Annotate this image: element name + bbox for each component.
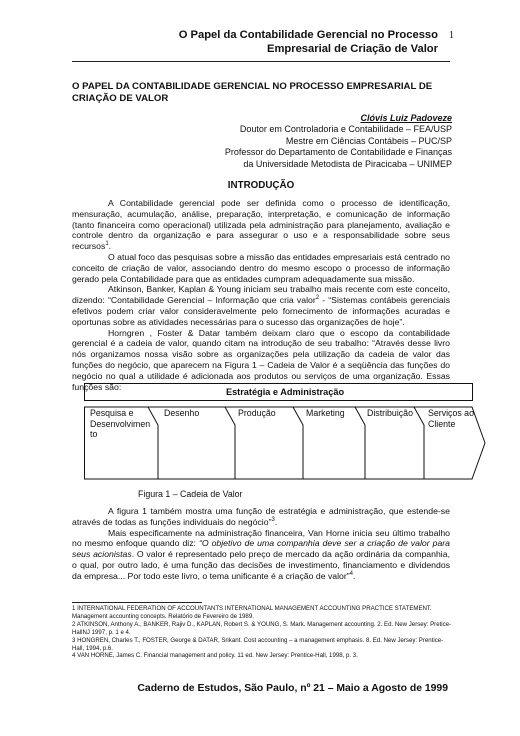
figure-caption: Figura 1 – Cadeia de Valor <box>138 489 243 499</box>
page-number: 1 <box>449 30 454 41</box>
paragraph-5-text: A figura 1 também mostra uma função de estratégia e administração, que estende-se através de todas as funções individuais do negócio” <box>72 506 450 527</box>
paragraph-6-text-b: . O valor é representado pelo preço de mercado da ação ordinária da companhia, o qual, por outro lado, é uma função das decisões de investimento, financiamento e dividendos da empresa... Por todo este livro, o tema unificante é a criação de valor” <box>72 549 450 581</box>
running-header-line1: O Papel da Contabilidade Gerencial no Processo <box>178 29 438 41</box>
chain-divider-3 <box>293 407 303 479</box>
footnote-ref-3[interactable]: 3 <box>271 516 275 523</box>
author-affiliation-1: Doutor em Controladoria e Contabilidade – FEA/USP <box>239 124 452 135</box>
paper-title: O PAPEL DA CONTABILIDADE GERENCIAL NO PROCESSO EMPRESARIAL DE CRIAÇÃO DE VALOR <box>72 81 433 104</box>
strategy-administration-label: Estratégia e Administração <box>225 387 345 397</box>
paragraph-1 <box>72 198 450 252</box>
paragraph-1-text: A Contabilidade gerencial pode ser definida como o processo de identificação, mensuração, acumulação, análise, preparação, interpretação, e comunicação de informação (tanto financeira como operacional) utilizada pela administração para planejamento, avaliação e controle dentro da organização e para assegurar o uso e a responsabilidade sobre seus recursos <box>72 198 450 252</box>
function-customer-service: Serviços ao Cliente <box>428 408 474 429</box>
footnote-2: 2 ATKINSON, Anthony A., BANKER, Rajiv D., KAPLAN, Robert S. & YOUNG, S. Mark. Management accounting. 2. Ed. New Jersey: Pretice-HallNJ 1997, p. 1 e 4. <box>72 620 452 636</box>
paragraph-5 <box>72 506 450 528</box>
paragraph-3-text-a: Atkinson, Banker, Kaplan & Young iniciam seu trabalho mais recente com este conceito, dizendo: “Contabilidade Gerencial – Informação que cria valor <box>72 284 450 306</box>
paragraph-5-end: . <box>274 516 278 527</box>
paragraph-6-text-a: Mais especificamente na administração financeira, Van Horne inicia seu último trabalho no mesmo enfoque quando diz: <box>72 527 450 549</box>
author-affiliation-2: Mestre em Ciências Contábeis – PUC/SP <box>285 135 452 146</box>
footnote-1: 1 INTERNATIONAL FEDERATION OF ACCOUNTANTS INTERNATIONAL MANAGEMENT ACCOUNTING PRACTICE STATEMENT. Management accounting concepts. Relatório de Fevereiro de 1989. <box>72 605 432 620</box>
chain-divider-2 <box>225 407 235 479</box>
author-block <box>225 113 452 170</box>
journal-footer: Caderno de Estudos, São Paulo, nº 21 – Maio a Agosto de 1999 <box>137 683 448 694</box>
body-text-upper <box>72 198 450 392</box>
author-affiliation-4: da Universidade Metodista de Piracicaba – UNIMEP <box>243 158 452 169</box>
running-header-line2: Empresarial de Criação de Valor <box>266 43 438 55</box>
paragraph-6-end: . <box>353 570 356 581</box>
function-production: Produção <box>238 408 276 418</box>
paragraph-2-text: O atual foco das pesquisas sobre a missão das entidades empresariais está centrado no conceito de criação de valor, associando dentro do mesmo escopo o processo de informação gerado pela Contabilidade para que as entidades cumpram adequadamente sua missão. <box>72 251 450 284</box>
function-rnd: Pesquisa e Desenvolvimen to <box>90 408 151 440</box>
paragraph-4-text: Horngren , Foster & Datar também deixam claro que o escopo da contabilidade gerencial é a cadeia de valor, quando citam na introdução de seu trabalho: “Através desse livro nós organizamos nossa visão sobre as organizações pela utilização da cadeia de valor das funções do negócio, que aparecem na Figura 1 – Cadeia de Valor é a seqüência das funções do negócio no qual a utilidade é adicionada aos produtos ou serviços de uma organização. Essas funções são: <box>72 327 450 392</box>
body-text-lower <box>72 506 450 582</box>
chain-divider-4 <box>355 407 365 479</box>
footnote-ref-2[interactable]: 2 <box>315 295 320 302</box>
paragraph-2 <box>72 252 450 284</box>
running-header <box>179 28 438 56</box>
footnote-rule <box>72 602 202 603</box>
function-marketing: Marketing <box>306 408 345 418</box>
header-rule <box>72 61 450 62</box>
van-horne-quote: “O objetivo de uma companhia deve ser a criação de valor para seus acionistas <box>72 538 450 560</box>
author-affiliation-3: Professor do Departamento de Contabilidade e Finanças <box>224 147 452 158</box>
function-design: Desenho <box>164 408 200 418</box>
paragraph-1-end: . <box>108 241 112 252</box>
footnotes <box>72 605 452 660</box>
value-chain-figure <box>84 383 486 495</box>
paragraph-6 <box>72 528 450 582</box>
paragraph-3-text-b: - “Sistemas contábeis gerenciais efetivos podem criar valor consideravelmente pelo fornecimento de informações acuradas e oportunas sobre as atividades necessárias para o sucesso das organizações de hoje”. <box>72 295 450 327</box>
footnote-ref-4[interactable]: 4 <box>349 570 354 577</box>
paragraph-3 <box>72 284 450 327</box>
section-heading: INTRODUÇÃO <box>227 180 295 191</box>
author-name: Clóvis Luiz Padoveze <box>360 113 452 123</box>
footnote-ref-1[interactable]: 1 <box>105 241 109 248</box>
function-distribution: Distribuição <box>367 408 413 418</box>
footnote-4: 4 VAN HORNE, James C. Financial management and policy. 11 ed. New Jersey: Prentice-Hall, 1998, p. 3. <box>72 652 358 660</box>
footnote-3: 3 HONGREN, Charles T., FOSTER, George & DATAR, Srikant. Cost accounting – a management emphasis. 8. Ed. New Jersey: Prentice-Hall, 1994, p.6. <box>72 636 444 652</box>
